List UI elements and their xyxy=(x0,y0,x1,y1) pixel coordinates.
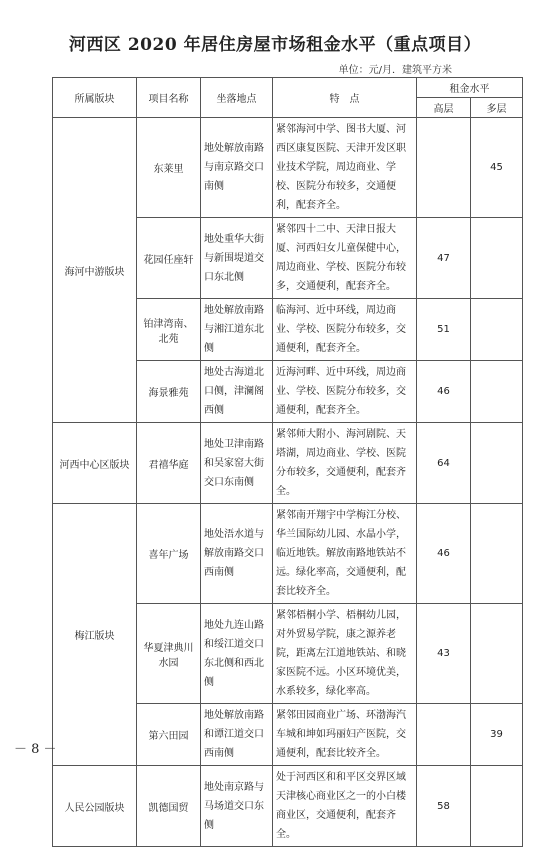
block-cell: 梅江版块 xyxy=(53,504,137,766)
feature-cell: 紧邻田园商业广场、环渤海汽车城和坤如玛丽妇产医院，交通便利，配套比较齐全。 xyxy=(273,704,417,766)
feature-cell: 紧邻四十二中、天津日报大厦、河西妇女儿童保健中心，周边商业、学校、医院分布较多，交通便利，配套齐全。 xyxy=(273,218,417,299)
feature-cell: 紧邻海河中学、图书大厦、河西区康复医院、天津开发区职业技术学院，周边商业、学校、医院分布较多，交通便利，配套齐全。 xyxy=(273,118,417,218)
high-rent-cell: 58 xyxy=(417,766,471,847)
project-cell: 第六田园 xyxy=(137,704,201,766)
feature-cell: 紧邻师大附小、海河剧院、天塔湖，周边商业、学校、医院分布较多，交通便利，配套齐全。 xyxy=(273,423,417,504)
multi-rent-cell xyxy=(471,218,523,299)
multi-rent-cell: 39 xyxy=(471,704,523,766)
document-title: 河西区 2020 年居住房屋市场租金水平（重点项目） xyxy=(68,35,482,55)
multi-rent-cell xyxy=(471,766,523,847)
header-rent: 租金水平 xyxy=(417,78,523,98)
table-row xyxy=(53,766,523,847)
multi-rent-cell xyxy=(471,604,523,704)
high-rent-cell: 46 xyxy=(417,504,471,604)
header-high: 高层 xyxy=(417,98,471,118)
location-cell: 地处九连山路和绥江道交口东北侧和西北侧 xyxy=(201,604,273,704)
location-cell: 地处解放南路与南京路交口南侧 xyxy=(201,118,273,218)
multi-rent-cell xyxy=(471,423,523,504)
feature-cell: 紧邻梧桐小学、梧桐幼儿园，对外贸易学院，康之源养老院，距离左江道地铁站、和晓家医院不远。小区环境优美，水系较多，绿化率高。 xyxy=(273,604,417,704)
multi-rent-cell xyxy=(471,299,523,361)
table-row xyxy=(53,423,523,504)
multi-rent-cell xyxy=(471,504,523,604)
header-location: 坐落地点 xyxy=(201,78,273,118)
location-cell: 地处卫津南路和吴家窑大街交口东南侧 xyxy=(201,423,273,504)
project-cell: 铂津湾南、北苑 xyxy=(137,299,201,361)
page-number: － 8 － xyxy=(14,742,57,757)
block-cell: 人民公园版块 xyxy=(53,766,137,847)
project-cell: 花园任座轩 xyxy=(137,218,201,299)
project-cell: 东莱里 xyxy=(137,118,201,218)
block-cell: 海河中游版块 xyxy=(53,118,137,423)
unit-note: 单位：元/月．建筑平方米 xyxy=(338,65,452,76)
location-cell: 地处解放南路和谭江道交口西南侧 xyxy=(201,704,273,766)
header-feature: 特 点 xyxy=(273,78,417,118)
project-cell: 海景雅苑 xyxy=(137,361,201,423)
header-project: 项目名称 xyxy=(137,78,201,118)
header-multi: 多层 xyxy=(471,98,523,118)
project-cell: 凯德国贸 xyxy=(137,766,201,847)
high-rent-cell xyxy=(417,704,471,766)
high-rent-cell xyxy=(417,118,471,218)
location-cell: 地处南京路与马场道交口东侧 xyxy=(201,766,273,847)
feature-cell: 近海河畔、近中环线，周边商业、学校、医院分布较多，交通便利，配套齐全。 xyxy=(273,361,417,423)
table-row xyxy=(53,504,523,604)
high-rent-cell: 47 xyxy=(417,218,471,299)
high-rent-cell: 51 xyxy=(417,299,471,361)
project-cell: 喜年广场 xyxy=(137,504,201,604)
multi-rent-cell xyxy=(471,361,523,423)
feature-cell: 紧邻南开翔宇中学梅江分校、华兰国际幼儿园、水晶小学，临近地铁。解放南路地铁站不远。绿化率高，交通便利，配套比较齐全。 xyxy=(273,504,417,604)
location-cell: 地处重华大街与新围堤道交口东北侧 xyxy=(201,218,273,299)
feature-cell: 处于河西区和和平区交界区域天津核心商业区之一的小白楼商业区，交通便利，配套齐全。 xyxy=(273,766,417,847)
table-row xyxy=(53,118,523,218)
project-cell: 华夏津典川水园 xyxy=(137,604,201,704)
location-cell: 地处浯水道与解放南路交口西南侧 xyxy=(201,504,273,604)
high-rent-cell: 43 xyxy=(417,604,471,704)
project-cell: 君禧华庭 xyxy=(137,423,201,504)
location-cell: 地处古海道北口侧，津澜阁西侧 xyxy=(201,361,273,423)
feature-cell: 临海河、近中环线，周边商业、学校、医院分布较多，交通便利，配套齐全。 xyxy=(273,299,417,361)
header-block: 所属版块 xyxy=(53,78,137,118)
block-cell: 河西中心区版块 xyxy=(53,423,137,504)
high-rent-cell: 46 xyxy=(417,361,471,423)
high-rent-cell: 64 xyxy=(417,423,471,504)
multi-rent-cell: 45 xyxy=(471,118,523,218)
rent-table xyxy=(52,77,523,847)
location-cell: 地处解放南路与湘江道东北侧 xyxy=(201,299,273,361)
